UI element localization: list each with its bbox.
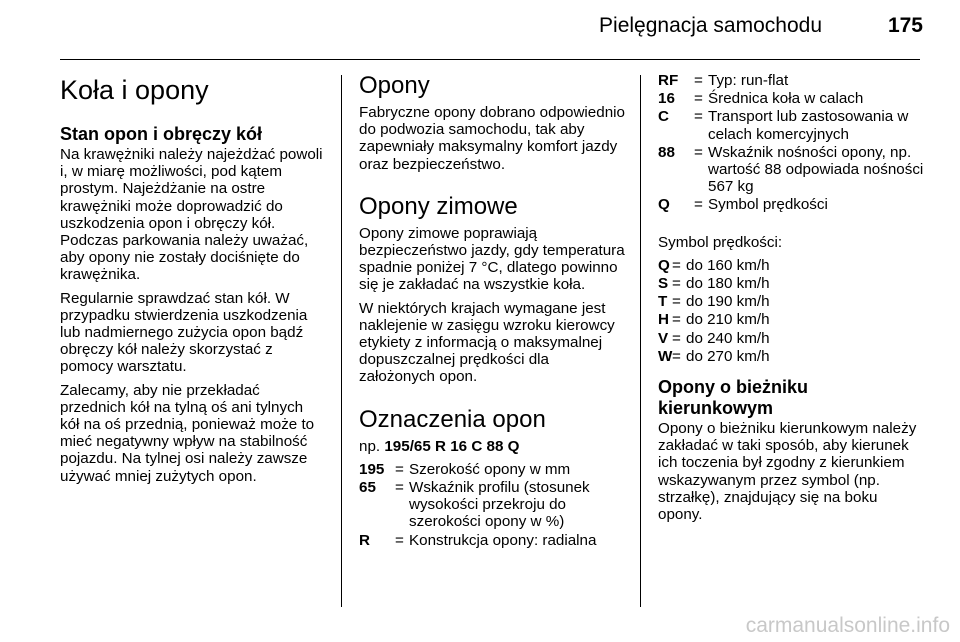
speed-value: do 190 km/h [686,293,770,311]
equals-sign: = [694,72,703,89]
speed-value: do 160 km/h [686,256,770,274]
speed-value: do 180 km/h [686,275,770,293]
header-rule [60,59,920,60]
header-title: Pielęgnacja samochodu [599,14,822,37]
column-divider-1 [341,75,342,607]
definition-key: 88 [658,143,675,161]
definition-item [658,90,924,107]
definition-key: 195 [359,460,385,478]
equals-sign: = [694,90,703,108]
speed-value: do 240 km/h [686,329,770,347]
definition-key: 65 [359,479,376,497]
equals-sign: = [672,275,681,293]
paragraph: W niektórych krajach wymagane jest naklejenie w zasięgu wzroku kierowcy etykiety z informacją o maksymalnej dopuszczalnej prędkości dla założonych opon. [359,299,615,386]
paragraph: Opony o bieżniku kierunkowym należy zakładać w taki sposób, aby kierunek ich toczenia był zgodny z kierunkiem wskazywanym przez symbol (np. strzałkę), znajdujący się na boku opony. [658,420,917,524]
example-prefix: np. [359,437,381,455]
equals-sign: = [395,531,404,549]
paragraph: Opony zimowe poprawiają bezpieczeństwo jazdy, gdy temperatura spadnie poniżej 7 °C, dlatego powinno się je zakładać na wszystkie koła. [359,224,625,294]
section-title-zimowe: Opony zimowe [359,192,518,220]
definition-value: Typ: run-flat [708,72,789,89]
speed-key: H [658,311,669,329]
definition-key: 16 [658,90,675,108]
equals-sign: = [672,311,681,329]
definition-value: Transport lub zastosowania w celach komercyjnych [708,108,909,143]
equals-sign: = [395,479,404,497]
paragraph: Fabryczne opony dobrano odpowiednio do podwozia samochodu, tak aby zapewniały maksymalny komfort jazdy oraz bezpieczeństwo. [359,104,625,173]
column-divider-2 [640,75,641,607]
equals-sign: = [694,196,703,214]
definition-value: Wskaźnik nośności opony, np. wartość 88 odpowiada nośności 567 kg [708,143,924,196]
definition-item [359,532,625,549]
section-title-kola: Koła i opony [60,75,209,105]
definition-value: Szerokość opony w mm [409,460,571,478]
definition-item [658,72,924,89]
definition-item [658,196,924,213]
page-number: 175 [887,14,923,37]
equals-sign: = [395,460,404,478]
speed-value: do 270 km/h [686,347,770,365]
definition-value: Konstrukcja opony: radialna [409,531,597,549]
speed-item [658,348,924,365]
paragraph: Regularnie sprawdzać stan kół. W przypadku stwierdzenia uszkodzenia lub nadmiernego zużycia opon bądź obręczy kół należy skorzystać z pomocy warsztatu. [60,289,308,376]
equals-sign: = [672,347,681,365]
definition-value: Symbol prędkości [708,196,828,214]
paragraph: Zalecamy, aby nie przekładać przednich kół na tylną oś ani tylnych kół na oś przednią, ponieważ może to mieć negatywny wpływ na stabilność pojazdu. Na tylnej osi należy zawsze używać mniej zużytych opon. [60,381,315,485]
subsection-title-stan: Stan opon i obręczy kół [60,124,263,144]
equals-sign: = [672,329,681,347]
speed-item [658,311,924,328]
definition-item [359,479,625,531]
definition-item [658,108,924,142]
definition-value: Wskaźnik profilu (stosunek wysokości przekroju do szerokości opony w %) [409,479,590,531]
equals-sign: = [672,256,681,274]
speed-key: S [658,275,669,293]
section-title-opony: Opony [359,72,430,99]
column-1 [60,72,326,491]
speed-value: do 210 km/h [686,311,770,329]
speed-key: W [658,347,673,365]
definition-value: Średnica koła w calach [708,90,864,108]
speed-item [658,257,924,274]
equals-sign: = [694,108,703,126]
paragraph: Na krawężniki należy najeżdżać powoli i, w miarę możliwości, pod kątem prostym. Najeżdżanie na ostre krawężniki może doprowadzić do uszkodzenia opon i obręczy kół. Podczas parkowania należy uważać, aby opony nie zostały dociśnięte do krawężnika. [60,146,323,284]
speed-key: V [658,329,669,347]
watermark: carmanualsonline.info [745,614,950,637]
speed-key: T [658,293,668,311]
section-title-oznaczenia: Oznaczenia opon [359,405,546,433]
equals-sign: = [694,143,703,161]
definition-item [359,461,625,478]
subsection-title-kierunkowe: Opony o bieżniku kierunkowym [658,377,809,419]
definition-key: R [359,531,370,549]
definition-key: Q [658,196,670,214]
speed-item [658,293,924,310]
column-3 [658,72,924,529]
definition-key: C [658,108,669,126]
speed-item [658,275,924,292]
example-line [359,438,625,455]
speed-intro: Symbol prędkości: [658,233,783,251]
example-code: 195/65 R 16 C 88 Q [384,437,520,455]
equals-sign: = [672,293,681,311]
column-2 [359,72,625,550]
definition-key: RF [658,72,679,89]
speed-item [658,330,924,347]
definition-item [658,144,924,196]
speed-key: Q [658,256,670,274]
